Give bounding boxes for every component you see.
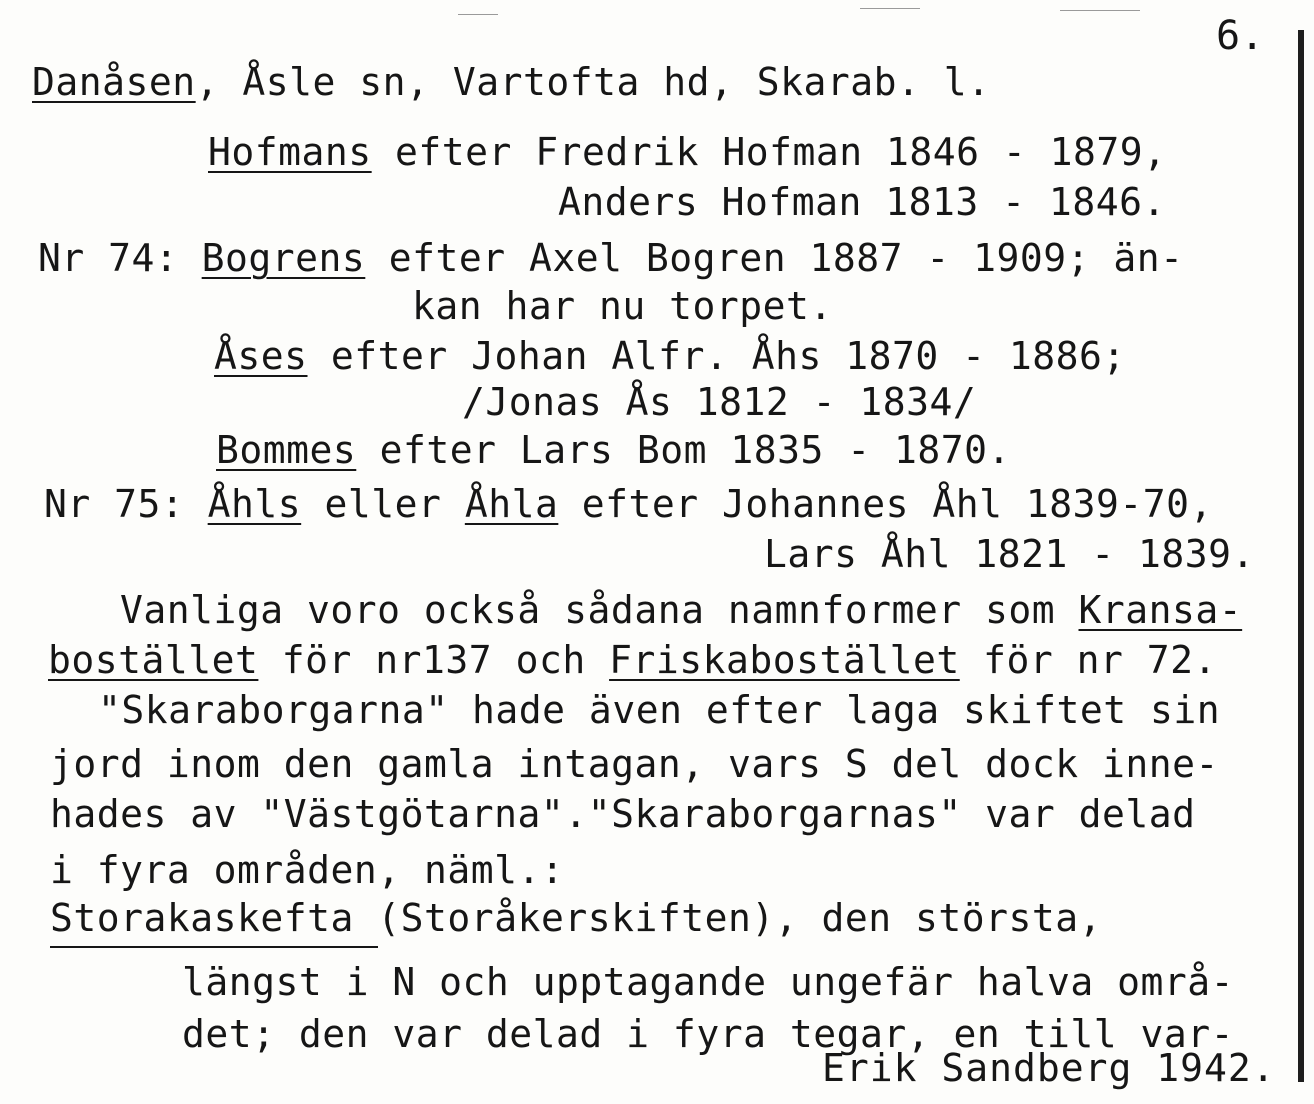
entry-text: eller [301, 482, 465, 526]
paragraph-line: "Skaraborgarna" hade även efter laga skiftet sin [98, 688, 1221, 732]
place-name: Friskabostället [609, 638, 960, 682]
entry-storakaskefta [50, 896, 1102, 940]
place-name: Danåsen [32, 60, 196, 104]
paragraph-line: jord inom den gamla intagan, vars S del dock inne- [50, 742, 1219, 786]
paragraph-line: i fyra områden, näml.: [50, 848, 565, 892]
entry-name: Åhls [207, 482, 302, 526]
entry-text: efter Johannes Åhl 1839-70, [558, 482, 1213, 526]
entry-bogrens-cont [412, 284, 833, 328]
paragraph-line: hades av "Västgötarna"."Skaraborgarnas" var delad [50, 792, 1196, 836]
entry-prefix: Nr 74: [38, 236, 202, 280]
entry-text: Anders Hofman 1813 - 1846. [558, 180, 1166, 224]
paragraph-text: för nr137 och [258, 638, 610, 682]
entry-text: (Storåkerskiften), den största, [353, 896, 1103, 940]
place-name: bostället [48, 638, 259, 682]
entry-ases [214, 334, 1126, 378]
entry-ases-cont [462, 380, 976, 424]
entry-name: Bommes [216, 428, 357, 472]
entry-hofmans-cont [558, 180, 1166, 224]
entry-name: Hofmans [208, 130, 372, 174]
entry-name: Storakaskefta [50, 896, 354, 940]
paragraph-text: Vanliga voro också sådana namnformer som [120, 588, 1079, 632]
entry-name: Åses [214, 334, 308, 378]
paragraph-line [120, 588, 1242, 632]
entry-text: /Jonas Ås 1812 - 1834/ [462, 380, 977, 424]
entry-name: Bogrens [201, 236, 366, 280]
closing-line: längst i N och upptagande ungefär halva områ- [182, 960, 1235, 1004]
card-edge-shadow [1298, 30, 1304, 1082]
paragraph-line [48, 638, 1217, 682]
underline-rule [50, 946, 378, 948]
signature: Erik Sandberg 1942. [822, 1046, 1276, 1090]
paragraph-text: för nr 72. [959, 638, 1217, 682]
entry-text: efter Johan Alfr. Åhs 1870 - 1886; [307, 334, 1126, 378]
edge-mark [860, 8, 920, 9]
place-name: Kransa- [1078, 588, 1243, 632]
page-number: 6. [1216, 13, 1265, 59]
entry-bogrens [38, 236, 1184, 280]
entry-ahls [44, 482, 1213, 526]
edge-mark [458, 14, 498, 15]
edge-mark [1060, 10, 1140, 11]
closing-line: det; den var delad i fyra tegar, en till var- [182, 1012, 1235, 1056]
entry-text: kan har nu torpet. [412, 284, 833, 328]
entry-text: efter Axel Bogren 1887 - 1909; än- [365, 236, 1184, 280]
card-heading [32, 60, 991, 104]
heading-rest: , Åsle sn, Vartofta hd, Skarab. l. [195, 60, 991, 104]
entry-prefix: Nr 75: [44, 482, 208, 526]
entry-text: efter Fredrik Hofman 1846 - 1879, [371, 130, 1167, 174]
entry-ahls-cont [764, 532, 1255, 576]
entry-hofmans [208, 130, 1167, 174]
entry-bommes [216, 428, 1011, 472]
entry-text: Lars Åhl 1821 - 1839. [764, 532, 1255, 576]
entry-text: efter Lars Bom 1835 - 1870. [356, 428, 1011, 472]
entry-name-alt: Åhla [464, 482, 559, 526]
